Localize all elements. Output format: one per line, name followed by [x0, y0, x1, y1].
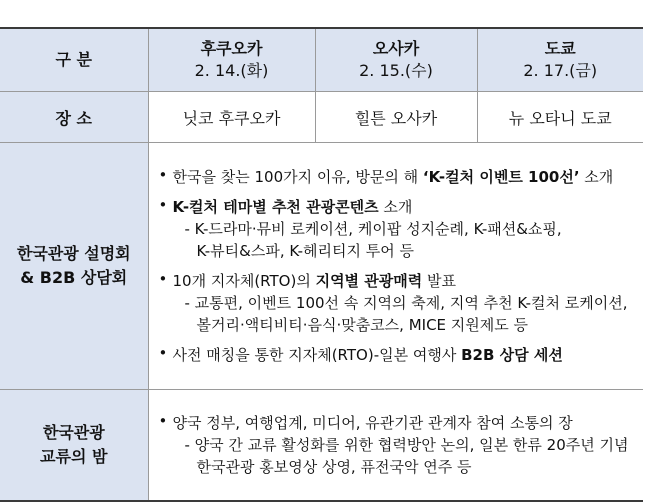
exchange-item [159, 412, 638, 478]
city-osaka [315, 28, 477, 92]
briefing-item [159, 270, 638, 336]
item-bold: ‘K-컬처 이벤트 100선’ [422, 168, 580, 186]
venue-fukuoka: 닛코 후쿠오카 [148, 92, 315, 143]
venue-tokyo: 뉴 오타니 도쿄 [477, 92, 643, 143]
venue-osaka: 힐튼 오사카 [315, 92, 477, 143]
item-text: • 양국 정부, 여행업계, 미디어, 유관기관 관계자 참여 소통의 장 [172, 414, 573, 432]
exchange-label-line1: 한국관광 [42, 423, 105, 442]
item-text: 소개 [378, 198, 413, 216]
briefing-label-line2: & B2B 상담회 [20, 268, 128, 287]
briefing-item [159, 166, 638, 188]
schedule-table [0, 27, 643, 502]
venue-row [0, 92, 643, 143]
exchange-night-label [0, 390, 148, 502]
item-sub [173, 292, 638, 336]
briefing-label [0, 143, 148, 390]
city-name: 도쿄 [544, 39, 576, 58]
city-name: 오사카 [372, 39, 420, 58]
item-bold: K-컬처 테마별 추천 관광콘텐츠 [172, 198, 379, 216]
item-text: 소개 [579, 168, 614, 186]
sub-line: - 교통편, 이벤트 100선 속 지역의 축제, 지역 추천 K-컬처 로케이션, [184, 294, 628, 312]
city-date: 2. 17.(금) [523, 61, 598, 80]
item-text: 한국을 찾는 100가지 이유, 방문의 해 [172, 168, 423, 186]
venue-label: 장 소 [0, 92, 148, 143]
item-text: 10개 지자체(RTO)의 [172, 272, 316, 290]
briefing-content [148, 143, 643, 390]
sub-line: - 양국 간 교류 활성화를 위한 협력방안 논의, 일본 한류 20주년 기념 [184, 436, 629, 454]
exchange-label-line2: 교류의 밤 [40, 447, 108, 466]
city-fukuoka [148, 28, 315, 92]
briefing-item [159, 196, 638, 262]
city-name: 후쿠오카 [200, 39, 263, 58]
item-sub [173, 434, 638, 478]
item-bold: B2B 상담 세션 [461, 346, 563, 364]
city-date: 2. 15.(수) [359, 61, 433, 80]
sub-line: K-뷰티&스파, K-헤리티지 투어 등 [196, 242, 415, 260]
briefing-item [159, 344, 638, 366]
sub-line: - K-드라마·뮤비 로케이션, 케이팝 성지순례, K-패션&쇼핑, [184, 220, 562, 238]
header-label: 구 분 [0, 28, 148, 92]
item-text: 사전 매칭을 통한 지자체(RTO)-일본 여행사 [172, 346, 462, 364]
sub-line: 한국관광 홍보영상 상영, 퓨전국악 연주 등 [196, 458, 472, 476]
sub-line: 볼거리·액티비티·음식·맞춤코스, MICE 지원제도 등 [196, 316, 529, 334]
header-row [0, 28, 643, 92]
item-bold: 지역별 관광매력 [315, 272, 423, 290]
exchange-night-row [0, 390, 643, 502]
exchange-night-content [148, 390, 643, 502]
briefing-label-line1: 한국관광 설명회 [16, 244, 131, 263]
item-text: 발표 [422, 272, 456, 290]
briefing-row [0, 143, 643, 390]
city-tokyo [477, 28, 643, 92]
item-sub [173, 218, 638, 262]
city-date: 2. 14.(화) [194, 61, 269, 80]
